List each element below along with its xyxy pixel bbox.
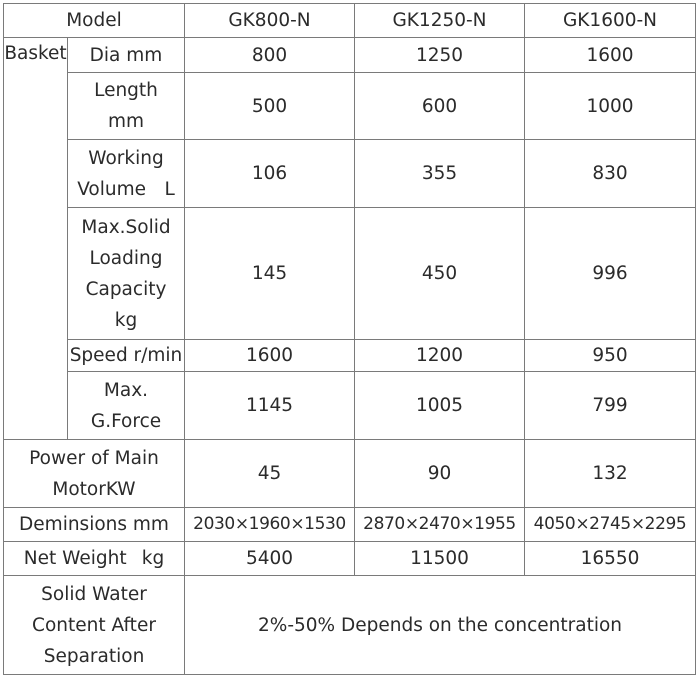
cell-volume-3: 830 bbox=[525, 140, 696, 208]
table-row-speed bbox=[4, 340, 696, 372]
row-label-loading-line-2: Loading bbox=[89, 247, 163, 269]
cell-power-1: 45 bbox=[185, 440, 355, 508]
cell-length-1: 500 bbox=[185, 73, 355, 140]
cell-power-2: 90 bbox=[355, 440, 525, 508]
row-label-power-line-2: MotorKW bbox=[52, 478, 136, 500]
row-label-water-line-1: Solid Water bbox=[41, 583, 147, 605]
row-label-gforce-line-2: G.Force bbox=[90, 410, 162, 432]
row-label-water-line-3: Separation bbox=[43, 645, 145, 667]
header-row bbox=[4, 4, 696, 38]
row-label-loading-line-4: kg bbox=[114, 309, 138, 331]
row-label-weight: Net Weight kg bbox=[4, 542, 185, 576]
model-col-1: GK800-N bbox=[185, 4, 355, 38]
cell-length-2: 600 bbox=[355, 73, 525, 140]
row-label-loading-line-3: Capacity bbox=[85, 278, 167, 300]
cell-speed-3: 950 bbox=[525, 340, 696, 372]
cell-speed-2: 1200 bbox=[355, 340, 525, 372]
row-label-power-line-1: Power of Main bbox=[29, 447, 159, 469]
cell-power-3: 132 bbox=[525, 440, 696, 508]
cell-volume-2: 355 bbox=[355, 140, 525, 208]
cell-dimensions-3: 4050×2745×2295 bbox=[525, 508, 696, 542]
cell-speed-1: 1600 bbox=[185, 340, 355, 372]
model-col-2: GK1250-N bbox=[355, 4, 525, 38]
cell-length-3: 1000 bbox=[525, 73, 696, 140]
model-col-3: GK1600-N bbox=[525, 4, 696, 38]
row-label-power bbox=[4, 440, 185, 508]
table-row-loading bbox=[4, 208, 696, 340]
row-label-loading bbox=[68, 208, 185, 340]
table-row-weight bbox=[4, 542, 696, 576]
row-label-length-line-1: Length bbox=[94, 80, 158, 101]
table-row-volume bbox=[4, 140, 696, 208]
row-label-speed: Speed r/min bbox=[68, 340, 185, 372]
cell-volume-1: 106 bbox=[185, 140, 355, 208]
cell-loading-3: 996 bbox=[525, 208, 696, 340]
row-label-volume-line-2: Volume L bbox=[77, 178, 175, 200]
table-row-gforce bbox=[4, 372, 696, 440]
cell-dia-1: 800 bbox=[185, 38, 355, 73]
row-label-length bbox=[68, 73, 185, 140]
cell-dia-3: 1600 bbox=[525, 38, 696, 73]
table-row-water bbox=[4, 576, 696, 675]
table-row-length bbox=[4, 73, 696, 140]
cell-gforce-1: 1145 bbox=[185, 372, 355, 440]
cell-loading-2: 450 bbox=[355, 208, 525, 340]
spec-table bbox=[3, 3, 696, 675]
row-label-dimensions: Deminsions mm bbox=[4, 508, 185, 542]
cell-dimensions-2: 2870×2470×1955 bbox=[355, 508, 525, 542]
basket-label: Basket bbox=[4, 38, 68, 440]
row-label-length-line-2: mm bbox=[107, 111, 145, 132]
row-label-gforce bbox=[68, 372, 185, 440]
cell-dimensions-1: 2030×1960×1530 bbox=[185, 508, 355, 542]
cell-gforce-2: 1005 bbox=[355, 372, 525, 440]
table-row-dia bbox=[4, 38, 696, 73]
cell-water-value: 2%-50% Depends on the concentration bbox=[185, 576, 696, 675]
row-label-water-line-2: Content After bbox=[32, 614, 156, 636]
cell-gforce-3: 799 bbox=[525, 372, 696, 440]
cell-dia-2: 1250 bbox=[355, 38, 525, 73]
row-label-dia: Dia mm bbox=[68, 38, 185, 73]
row-label-loading-line-1: Max.Solid bbox=[81, 216, 171, 238]
cell-weight-3: 16550 bbox=[525, 542, 696, 576]
cell-loading-1: 145 bbox=[185, 208, 355, 340]
row-label-gforce-line-1: Max. bbox=[103, 379, 149, 401]
model-header: Model bbox=[4, 4, 185, 38]
row-label-volume bbox=[68, 140, 185, 208]
table-row-dimensions bbox=[4, 508, 696, 542]
cell-weight-1: 5400 bbox=[185, 542, 355, 576]
row-label-water bbox=[4, 576, 185, 675]
table-row-power bbox=[4, 440, 696, 508]
row-label-volume-line-1: Working bbox=[88, 147, 164, 169]
cell-weight-2: 11500 bbox=[355, 542, 525, 576]
